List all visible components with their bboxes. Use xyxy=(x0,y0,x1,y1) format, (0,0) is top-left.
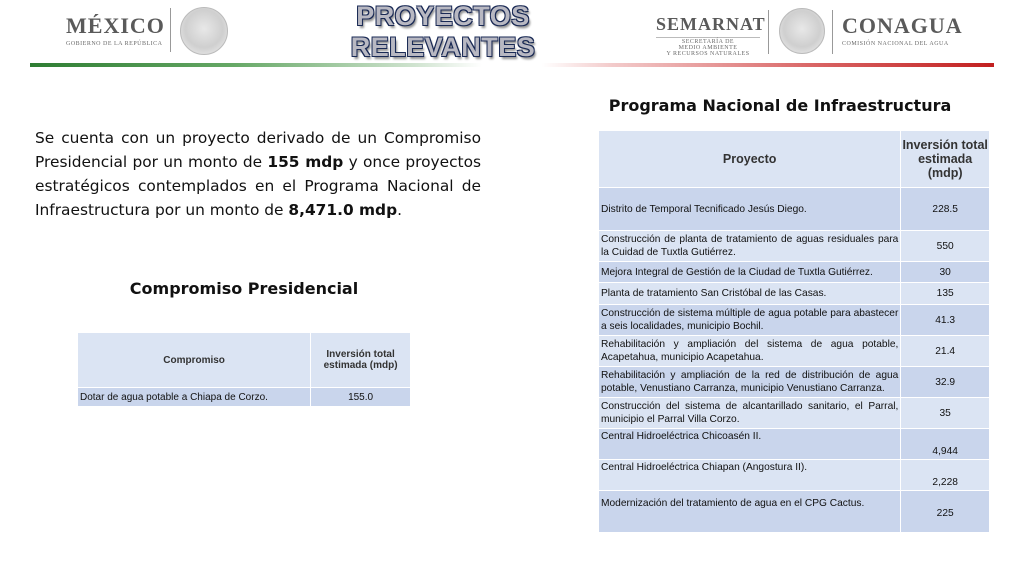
semarnat-seal-icon xyxy=(779,8,825,54)
intro-text-1: Se cuenta con un proyecto derivado de un Compromiso Presidencial por un monto de xyxy=(35,129,481,171)
intro-text-3: . xyxy=(397,201,402,219)
table-row xyxy=(599,305,990,336)
proyecto-value-cell: 21.4 xyxy=(901,336,990,367)
semarnat-logo-subtitle-3: Y RECURSOS NATURALES xyxy=(666,51,750,57)
proyecto-value-cell: 550 xyxy=(901,231,990,262)
compromiso-table xyxy=(77,332,411,407)
national-seal-icon xyxy=(180,7,228,55)
table-row xyxy=(599,188,990,231)
mexico-logo-name: MÉXICO xyxy=(66,13,165,38)
proyecto-name-cell: Distrito de Temporal Tecnificado Jesús Diego. xyxy=(599,188,901,231)
semarnat-logo-subtitle-1: SECRETARÍA DE xyxy=(681,39,735,45)
compromiso-heading: Compromiso Presidencial xyxy=(129,279,359,298)
proyecto-value-cell: 228.5 xyxy=(901,188,990,231)
compromiso-value-cell: 155.0 xyxy=(311,388,411,407)
semarnat-logo-name: SEMARNAT xyxy=(656,14,766,34)
table-row xyxy=(599,283,990,305)
proyecto-value-cell: 35 xyxy=(901,398,990,429)
proyecto-value-cell: 41.3 xyxy=(901,305,990,336)
header-bar-green xyxy=(30,63,482,67)
intro-amount-presidential: 155 mdp xyxy=(267,153,344,171)
inversion-col-header: Inversión total estimada (mdp) xyxy=(901,131,990,188)
table-row xyxy=(599,231,990,262)
semarnat-logo-subtitle-2: MEDIO AMBIENTE xyxy=(678,45,738,51)
intro-amount-infrastructure: 8,471.0 mdp xyxy=(288,201,398,219)
compromiso-name-cell: Dotar de agua potable a Chiapa de Corzo. xyxy=(78,388,311,407)
proyecto-name-cell: Construcción de sistema múltiple de agua potable para abastecer a seis localidades, municipio Bochil. xyxy=(599,305,901,336)
table-row xyxy=(599,367,990,398)
table-row xyxy=(599,460,990,491)
table-row xyxy=(599,398,990,429)
proyecto-name-cell: Construcción de planta de tratamiento de aguas residuales para la Cuidad de Tuxtla Gutiérrez. xyxy=(599,231,901,262)
mexico-logo-subtitle: GOBIERNO DE LA REPÚBLICA xyxy=(66,41,163,47)
mexico-logo-divider xyxy=(170,8,171,52)
inversion-col-header: Inversión total estimada (mdp) xyxy=(311,333,411,388)
programa-table xyxy=(598,130,990,533)
proyecto-value-cell: 135 xyxy=(901,283,990,305)
table-header-row xyxy=(78,333,411,388)
table-row xyxy=(599,262,990,283)
proyecto-name-cell: Mejora Integral de Gestión de la Ciudad de Tuxtla Gutiérrez. xyxy=(599,262,901,283)
intro-text-2: y once proyectos estratégicos contemplados en el Programa Nacional de Infraestructura por un monto de xyxy=(35,153,482,219)
semarnat-logo-divider xyxy=(768,10,769,54)
table-row xyxy=(599,491,990,533)
proyecto-col-header: Proyecto xyxy=(599,131,901,188)
programa-heading: Programa Nacional de Infraestructura xyxy=(608,96,952,115)
proyecto-name-cell: Planta de tratamiento San Cristóbal de las Casas. xyxy=(599,283,901,305)
compromiso-col-header: Compromiso xyxy=(78,333,311,388)
table-header-row xyxy=(599,131,990,188)
table-row xyxy=(599,336,990,367)
proyecto-value-cell: 225 xyxy=(901,491,990,533)
table-row xyxy=(78,388,411,407)
intro-paragraph xyxy=(35,126,481,222)
page-title: PROYECTOS RELEVANTES xyxy=(350,1,536,62)
proyecto-name-cell: Modernización del tratamiento de agua en el CPG Cactus. xyxy=(599,491,901,533)
proyecto-value-cell: 30 xyxy=(901,262,990,283)
proyecto-name-cell: Rehabilitación y ampliación del sistema de agua potable, Acapetahua, municipio Acapetahua. xyxy=(599,336,901,367)
semarnat-logo xyxy=(656,14,766,57)
header-bar-red xyxy=(542,63,994,67)
proyecto-name-cell: Central Hidroeléctrica Chicoasén II. xyxy=(599,429,901,460)
conagua-logo-divider xyxy=(832,10,833,54)
proyecto-value-cell: 4,944 xyxy=(901,429,990,460)
proyecto-name-cell: Central Hidroeléctrica Chiapan (Angostura II). xyxy=(599,460,901,491)
conagua-logo xyxy=(842,13,963,47)
proyecto-name-cell: Construcción del sistema de alcantarillado sanitario, el Parral, municipio el Parral Villa Corzo. xyxy=(599,398,901,429)
mexico-logo xyxy=(66,13,165,47)
conagua-logo-name: CONAGUA xyxy=(842,13,963,38)
table-row xyxy=(599,429,990,460)
conagua-logo-subtitle: COMISIÓN NACIONAL DEL AGUA xyxy=(842,41,949,47)
proyecto-value-cell: 32.9 xyxy=(901,367,990,398)
proyecto-name-cell: Rehabilitación y ampliación de la red de distribución de agua potable, Venustiano Carranza, municipio Venustiano Carranza. xyxy=(599,367,901,398)
proyecto-value-cell: 2,228 xyxy=(901,460,990,491)
